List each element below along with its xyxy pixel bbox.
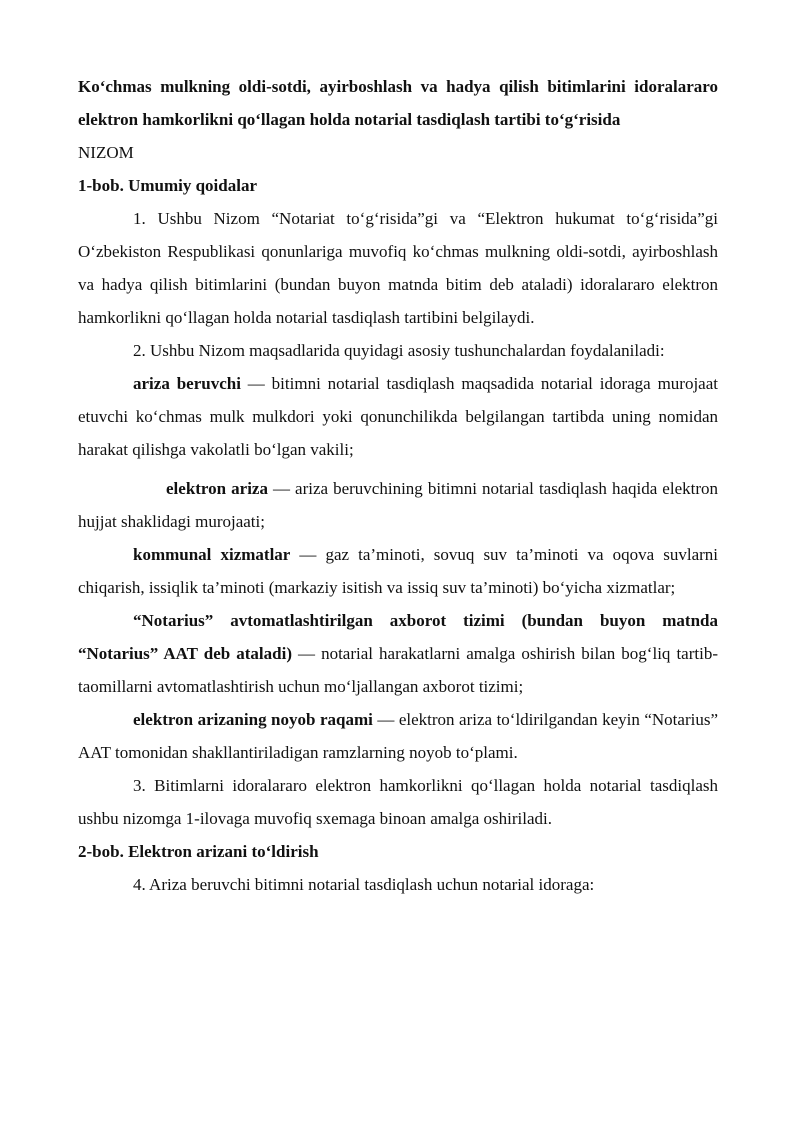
definition-term: “Notarius” avtomatlashtirilgan axborot tizimi (bundan buyon matnda “Notarius” AAT deb ataladi) (78, 611, 718, 663)
chapter-2-heading: 2-bob. Elektron arizani to‘ldirish (78, 842, 319, 861)
definition-text: — bitimni notarial tasdiqlash maqsadida notarial idoraga murojaat etuvchi ko‘chmas mulk mulkdori yoki qonunchilikda belgilangan tartibda uning nomidan harakat qilishga vakolatli bo‘lgan vakili; (78, 374, 718, 459)
definition-kommunal-xizmatlar (78, 538, 718, 604)
definition-term: kommunal xizmatlar (133, 545, 291, 564)
definition-text: — gaz ta’minoti, sovuq suv ta’minoti va oqova suvlarni chiqarish, issiqlik ta’minoti (markaziy isitish va issiq suv ta’minoti) bo‘yicha xizmatlar; (78, 545, 718, 597)
definition-text: — ariza beruvchining bitimni notarial tasdiqlash haqida elektron hujjat shaklidagi murojaati; (78, 479, 719, 531)
definition-ariza-beruvchi (78, 367, 718, 466)
chapter-1-heading: 1-bob. Umumiy qoidalar (78, 176, 257, 195)
definition-term: elektron arizaning noyob raqami (133, 710, 373, 729)
paragraph-1: 1. Ushbu Nizom “Notariat to‘g‘risida”gi va “Elektron hukumat to‘g‘risida”gi O‘zbekiston Respublikasi qonunlariga muvofiq ko‘chmas mulkning oldi-sotdi, ayirboshlash va hadya qilish bitimlarini (bundan buyon matnda bitim deb ataladi) idoralararo elektron hamkorlikni qo‘llagan holda notarial tasdiqlash tartibini belgilaydi. (78, 209, 718, 327)
document-subtitle: NIZOM (78, 143, 134, 162)
document-body (78, 70, 718, 901)
paragraph-3: 3. Bitimlarni idoralararo elektron hamkorlikni qo‘llagan holda notarial tasdiqlash ushbu nizomga 1-ilovaga muvofiq sxemaga binoan amalga oshiriladi. (78, 776, 718, 828)
definition-term: elektron ariza (166, 479, 268, 498)
paragraph-2: 2. Ushbu Nizom maqsadlarida quyidagi asosiy tushunchalardan foydalaniladi: (133, 341, 665, 360)
definition-text: — notarial harakatlarni amalga oshirish bilan bog‘liq tartib-taomillarni avtomatlashtirish uchun mo‘ljallangan axborot tizimi; (78, 644, 719, 696)
definition-elektron-ariza (78, 472, 718, 538)
definition-noyob-raqam (78, 703, 718, 769)
document-title: Ko‘chmas mulkning oldi-sotdi, ayirboshlash va hadya qilish bitimlarini idoralararo elektron hamkorlikni qo‘llagan holda notarial tasdiqlash tartibi to‘g‘risida (78, 77, 718, 129)
definition-term: ariza beruvchi (133, 374, 241, 393)
paragraph-4: 4. Ariza beruvchi bitimni notarial tasdiqlash uchun notarial idoraga: (133, 875, 595, 894)
definition-text: — elektron ariza to‘ldirilgandan keyin “Notarius” AAT tomonidan shakllantiriladigan ramzlarning noyob to‘plami. (78, 710, 718, 762)
definition-notarius-aat (78, 604, 718, 703)
